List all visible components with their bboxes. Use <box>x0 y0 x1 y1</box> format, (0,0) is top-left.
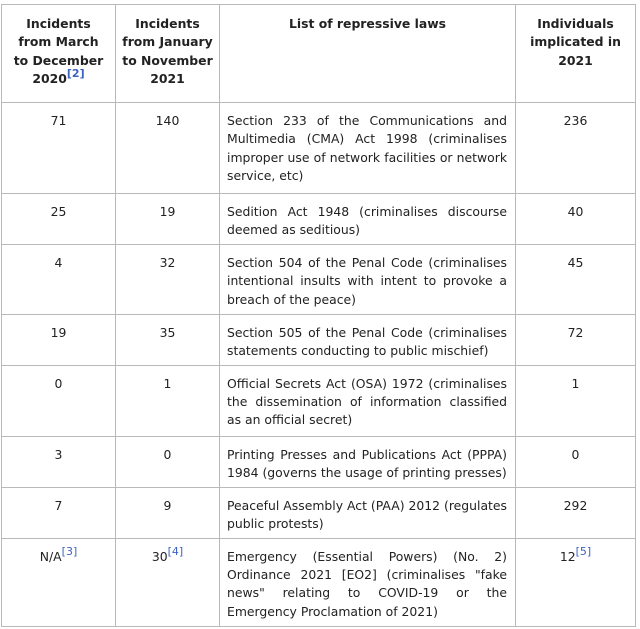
cell-incidents-2020: 3 <box>2 436 116 487</box>
header-line: from March <box>18 34 99 50</box>
table-row <box>2 365 636 436</box>
cell-incidents-2020 <box>2 538 116 626</box>
footnote-link-2[interactable]: [2] <box>66 67 85 81</box>
cell-incidents-2021 <box>116 538 220 626</box>
cell-law: Section 233 of the Communications and Multimedia (CMA) Act 1998 (criminalises improper use of network facilities or network service, etc) <box>220 103 516 194</box>
footnote-link-3[interactable]: [3] <box>61 544 78 558</box>
cell-incidents-2021: 32 <box>116 244 220 314</box>
header-incidents-2020 <box>2 5 116 103</box>
cell-incidents-2021: 140 <box>116 103 220 194</box>
cell-value: 12 <box>559 548 576 564</box>
table-row <box>2 538 636 626</box>
header-list-of-laws <box>220 5 516 103</box>
footnote-link-4[interactable]: [4] <box>167 544 184 558</box>
cell-incidents-2021: 35 <box>116 314 220 365</box>
header-line: to November <box>122 52 213 68</box>
cell-law: Section 504 of the Penal Code (criminalises intentional insults with intent to provoke a breach of the peace) <box>220 244 516 314</box>
cell-individuals: 1 <box>516 365 636 436</box>
header-line: Individuals <box>537 16 614 31</box>
table-row <box>2 244 636 314</box>
cell-incidents-2021: 1 <box>116 365 220 436</box>
cell-value: N/A <box>39 548 62 564</box>
header-line: 2021 <box>150 71 185 87</box>
header-line: 2021 <box>558 52 593 68</box>
cell-individuals: 40 <box>516 194 636 245</box>
cell-individuals <box>516 538 636 626</box>
header-line: from January <box>122 34 213 50</box>
cell-incidents-2021: 9 <box>116 487 220 538</box>
header-line: Incidents <box>26 16 91 31</box>
cell-individuals: 72 <box>516 314 636 365</box>
table-row <box>2 314 636 365</box>
table-row <box>2 487 636 538</box>
cell-individuals: 292 <box>516 487 636 538</box>
cell-law: Peaceful Assembly Act (PAA) 2012 (regulates public protests) <box>220 487 516 538</box>
header-row <box>2 5 636 103</box>
header-line: List of repressive laws <box>288 16 447 31</box>
cell-law: Printing Presses and Publications Act (PPPA) 1984 (governs the usage of printing presses) <box>220 436 516 487</box>
cell-incidents-2020: 4 <box>2 244 116 314</box>
table-row <box>2 436 636 487</box>
cell-law: Sedition Act 1948 (criminalises discourse deemed as seditious) <box>220 194 516 245</box>
cell-value: 30 <box>151 548 168 564</box>
cell-incidents-2021: 0 <box>116 436 220 487</box>
header-individuals-implicated <box>516 5 636 103</box>
header-line: 2020 <box>32 71 67 87</box>
header-line: to December <box>13 52 104 68</box>
cell-law: Emergency (Essential Powers) (No. 2) Ordinance 2021 [EO2] (criminalises "fake news" relating to COVID-19 or the Emergency Proclamation of 2021) <box>220 538 516 626</box>
footnote-link-5[interactable]: [5] <box>575 544 592 558</box>
cell-individuals: 45 <box>516 244 636 314</box>
cell-incidents-2020: 19 <box>2 314 116 365</box>
cell-incidents-2020: 71 <box>2 103 116 194</box>
cell-individuals: 236 <box>516 103 636 194</box>
cell-individuals: 0 <box>516 436 636 487</box>
header-incidents-2021 <box>116 5 220 103</box>
cell-incidents-2020: 25 <box>2 194 116 245</box>
cell-incidents-2020: 0 <box>2 365 116 436</box>
cell-law: Official Secrets Act (OSA) 1972 (criminalises the dissemination of information classified as an official secret) <box>220 365 516 436</box>
repressive-laws-table <box>1 4 636 627</box>
header-line: implicated in <box>530 34 621 50</box>
cell-incidents-2020: 7 <box>2 487 116 538</box>
cell-incidents-2021: 19 <box>116 194 220 245</box>
header-line: Incidents <box>135 16 200 31</box>
table-row <box>2 194 636 245</box>
cell-law: Section 505 of the Penal Code (criminalises statements conducting to public mischief) <box>220 314 516 365</box>
table-row <box>2 103 636 194</box>
